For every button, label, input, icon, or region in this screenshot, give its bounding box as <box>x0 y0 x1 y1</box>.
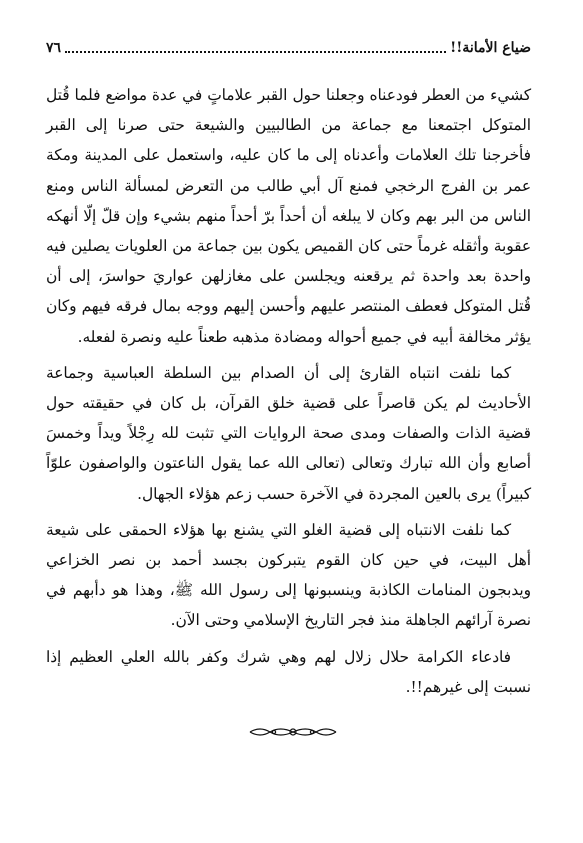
paragraph: كشيء من العطر فودعناه وجعلنا حول القبر علاماتٍ في عدة مواضع فلما قُتل المتوكل اجتمعنا مع جماعة من الطالبيين والشيعة حتى صرنا إلى القبر فأخرجنا تلك العلامات وأعدناه إلى ما كان عليه، واستعمل على المدينة ومكة عمر بن الفرج الرخجي فمنع آل أبي طالب من التعرض لمسألة الناس ومنع الناس من البر بهم وكان لا يبلغه أن أحداً برّ أحداً منهم بشيء وإن قلّ إلّا أنهكه عقوبة وأثقله غرماً حتى كان القميص يكون بين جماعة من العلويات يصلين فيه واحدة بعد واحدة ثم يرقعنه ويجلسن على مغازلهن عواريَ حواسرَ، إلى أن قُتل المتوكل فعطف المنتصر عليهم وأحسن إليهم ووجه بمال فرقه فيهم وكان يؤثر مخالفة أبيه في جميع أحواله ومضادة مذهبه طعناً عليه ونصرة لفعله. <box>46 86 531 346</box>
paragraph: كما نلفت الانتباه إلى قضية الغلو التي يشنع بها هؤلاء الحمقى على شيعة أهل البيت، في حين كان القوم يتبركون بجسد أحمد بن نصر الخزاعي ويدبجون المنامات الكاذبة وينسبونها إلى رسول الله ﷺ، وهذا هو دأبهم في نصرة آرائهم الجاهلة منذ فجر التاريخ الإسلامي وحتى الآن. <box>46 520 531 630</box>
paragraph: فادعاء الكرامة حلال زلال لهم وهي شرك وكفر بالله العلي العظيم إذا نسبت إلى غيرهم!!. <box>46 647 531 696</box>
header-title: ضياع الأمانة!! <box>450 40 531 56</box>
running-header <box>46 36 531 60</box>
header-dot-leader <box>65 51 446 53</box>
page-number: ٧٦ <box>46 40 62 56</box>
body-text <box>46 80 531 708</box>
end-ornament-icon <box>248 724 338 740</box>
paragraph: كما نلفت انتباه القارئ إلى أن الصدام بين السلطة العباسية وجماعة الأحاديث لم يكن قاصراً على قضية خلق القرآن، بل كان في حقيقته حول قضية الذات والصفات ومدى صحة الروايات التي تثبت لله رِجْلاً ويداً وخمسَ أصابع وأن الله تبارك وتعالى (تعالى الله عما يقول الناعتون والواصفون علوّاً كبيراً) يرى بالعين المجردة في الآخرة حسب زعم هؤلاء الجهال. <box>46 363 531 503</box>
